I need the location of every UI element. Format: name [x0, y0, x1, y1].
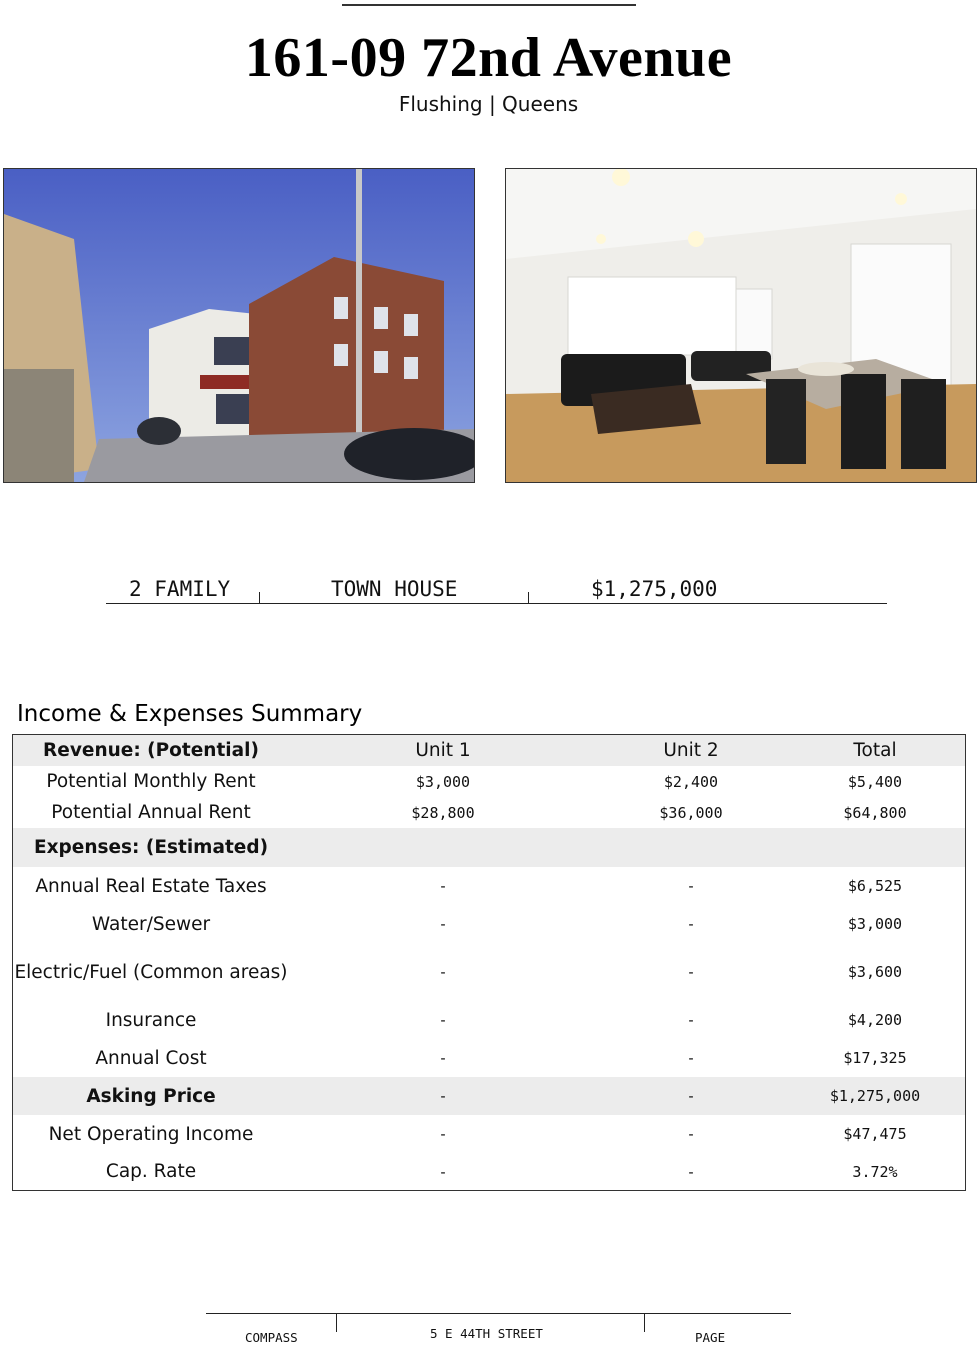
- page-title: 161-09 72nd Avenue: [244, 27, 733, 89]
- row-label: Expenses: (Estimated): [33, 837, 269, 858]
- row-unit1: -: [438, 963, 448, 981]
- table-row: [13, 943, 965, 1001]
- row-unit2: $2,400: [663, 772, 719, 791]
- table-row: [13, 1001, 965, 1039]
- row-unit1: $3,000: [415, 772, 471, 791]
- row-unit1: -: [438, 877, 448, 895]
- row-unit2: -: [686, 1125, 696, 1143]
- row-unit2: -: [686, 877, 696, 895]
- row-label: Cap. Rate: [105, 1161, 197, 1182]
- footer-brand: COMPASS: [245, 1330, 298, 1345]
- row-total: $6,525: [847, 877, 903, 895]
- table-row: [13, 1153, 965, 1190]
- row-unit1: -: [438, 1049, 448, 1067]
- row-unit2: -: [686, 1011, 696, 1029]
- property-style: TOWN HOUSE: [331, 577, 458, 601]
- row-unit1: [343, 828, 543, 867]
- row-total: $64,800: [843, 803, 907, 822]
- row-total: $5,400: [847, 772, 903, 791]
- row-label: Asking Price: [86, 1085, 216, 1107]
- table-section-row: [13, 1077, 965, 1115]
- row-unit2: [591, 828, 791, 867]
- footer-page: PAGE: [695, 1330, 726, 1345]
- row-label: Insurance: [105, 1009, 197, 1031]
- row-label: Net Operating Income: [48, 1123, 254, 1145]
- row-total: $47,475: [843, 1125, 907, 1143]
- header-label: Revenue: (Potential): [43, 740, 259, 761]
- income-expenses-table: [12, 734, 966, 1191]
- row-unit2: -: [686, 963, 696, 981]
- table-row: [13, 1039, 965, 1077]
- row-total: $1,275,000: [829, 1087, 921, 1105]
- header-unit1: Unit 1: [415, 740, 471, 761]
- specs-rule: [106, 603, 887, 604]
- table-section-row: [13, 828, 965, 867]
- row-unit1: -: [438, 1011, 448, 1029]
- location-subtitle: Flushing | Queens: [398, 92, 579, 116]
- row-label: Water/Sewer: [91, 913, 211, 935]
- row-label: Electric/Fuel (Common areas): [14, 961, 288, 983]
- row-unit1: -: [438, 1087, 448, 1105]
- table-row: [13, 766, 965, 797]
- footer-address: 5 E 44TH STREET: [430, 1326, 543, 1341]
- row-unit1: -: [438, 1162, 448, 1181]
- table-row: [13, 905, 965, 943]
- footer-divider: [644, 1314, 645, 1332]
- row-label: Annual Cost: [95, 1047, 207, 1069]
- property-price: $1,275,000: [591, 577, 718, 601]
- row-unit1: -: [438, 915, 448, 933]
- summary-title: Income & Expenses Summary: [17, 701, 363, 727]
- table-row: [13, 797, 965, 828]
- row-total: 3.72%: [852, 1162, 898, 1181]
- row-total: $3,600: [847, 963, 903, 981]
- row-unit2: -: [686, 915, 696, 933]
- table-row: [13, 1115, 965, 1153]
- header-unit2: Unit 2: [663, 740, 719, 761]
- specs-divider: [259, 592, 260, 603]
- row-label: Potential Monthly Rent: [46, 771, 256, 792]
- top-rule: [342, 4, 636, 6]
- exterior-photo: [3, 168, 475, 483]
- row-unit2: -: [686, 1087, 696, 1105]
- row-total: $17,325: [843, 1049, 907, 1067]
- row-total: $3,000: [847, 915, 903, 933]
- row-total: [773, 828, 977, 867]
- row-label: Annual Real Estate Taxes: [35, 875, 267, 897]
- row-unit1: $28,800: [411, 803, 475, 822]
- property-type: 2 FAMILY: [129, 577, 231, 601]
- footer-rule: [206, 1313, 791, 1314]
- header-total: Total: [853, 740, 897, 761]
- table-header-row: [13, 735, 965, 766]
- row-unit2: $36,000: [659, 803, 723, 822]
- interior-photo: [505, 168, 977, 483]
- row-unit1: -: [438, 1125, 448, 1143]
- row-unit2: -: [686, 1049, 696, 1067]
- specs-divider: [528, 592, 529, 603]
- row-total: $4,200: [847, 1011, 903, 1029]
- footer-divider: [336, 1314, 337, 1332]
- table-row: [13, 867, 965, 905]
- row-label: Potential Annual Rent: [51, 802, 251, 823]
- row-unit2: -: [686, 1162, 696, 1181]
